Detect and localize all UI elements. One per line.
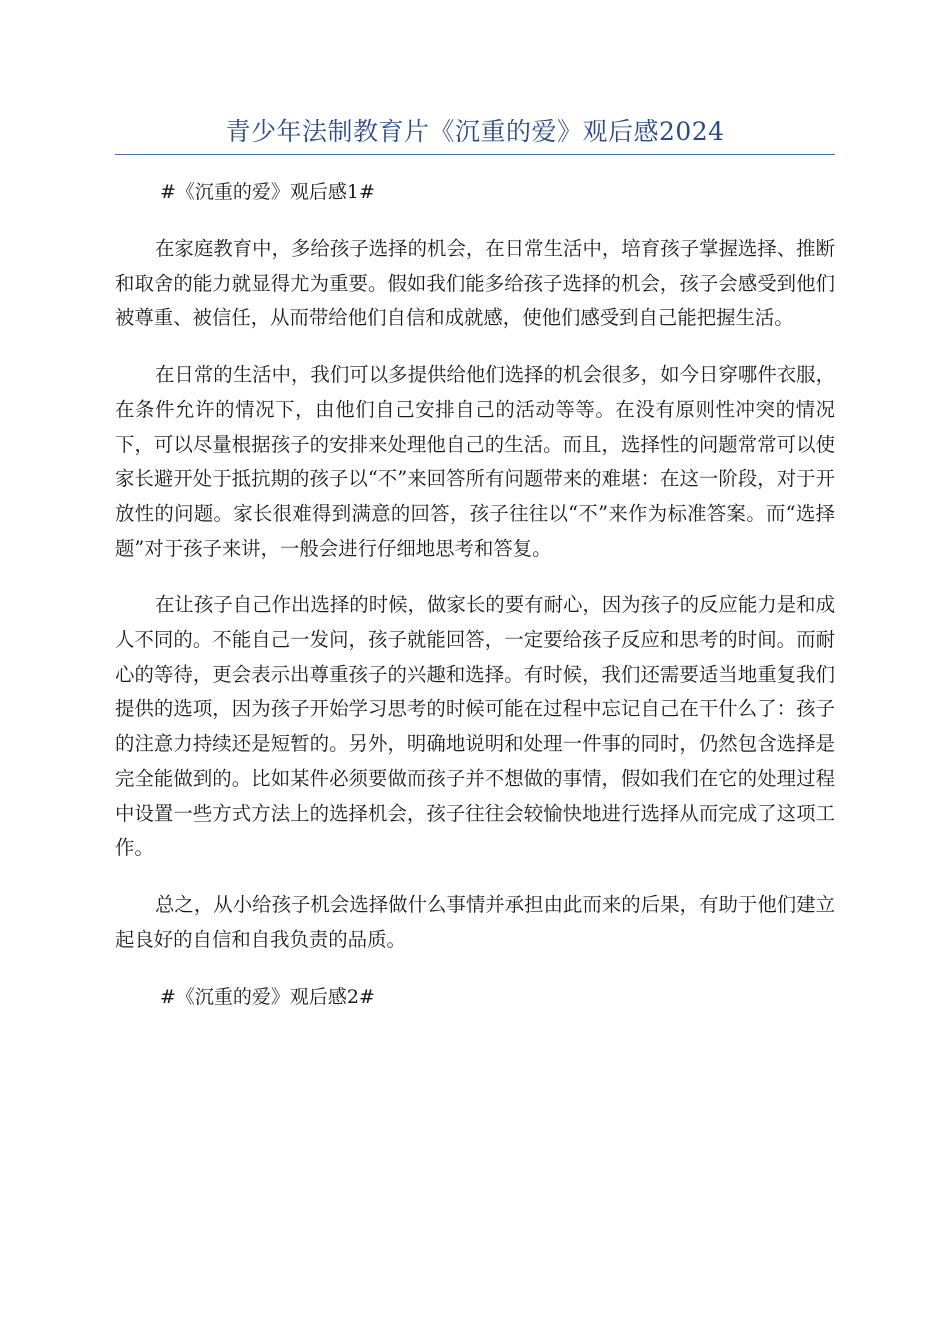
section-heading: #《沉重的爱》观后感1# (160, 181, 375, 203)
paragraph: 总之，从小给孩子机会选择做什么事情并承担由此而来的后果，有助于他们建立起良好的自信和自我负责的品质。 (115, 892, 835, 951)
paragraph: 在家庭教育中，多给孩子选择的机会，在日常生活中，培育孩子掌握选择、推断和取舍的能力就显得尤为重要。假如我们能多给孩子选择的机会，孩子会感受到他们被尊重、被信任，从而带给他们自信和成就感，使他们感受到自己能把握生活。 (115, 237, 835, 330)
document-title: 青少年法制教育片《沉重的爱》观后感2024 (225, 117, 725, 146)
document-body (115, 170, 835, 1019)
paragraph: 在让孩子自己作出选择的时候，做家长的要有耐心，因为孩子的反应能力是和成人不同的。不能自己一发问，孩子就能回答，一定要给孩子反应和思考的时间。而耐心的等待，更会表示出尊重孩子的兴趣和选择。有时候，我们还需要适当地重复我们提供的选项，因为孩子开始学习思考的时候可能在过程中忘记自己在干什么了：孩子的注意力持续还是短暂的。另外，明确地说明和处理一件事的同时，仍然包含选择是完全能做到的。比如某件必须要做而孩子并不想做的事情，假如我们在它的处理过程中设置一些方式方法上的选择机会，孩子往往会较愉快地进行选择从而完成了这项工作。 (115, 593, 835, 860)
paragraph: 在日常的生活中，我们可以多提供给他们选择的机会很多，如今日穿哪件衣服，在条件允许的情况下，由他们自己安排自己的活动等等。在没有原则性冲突的情况下，可以尽量根据孩子的安排来处理他自己的生活。而且，选择性的问题常常可以使家长避开处于抵抗期的孩子以“不”来回答所有问题带来的难堪：在这一阶段，对于开放性的问题。家长很难得到满意的回答，孩子往往以“不”来作为标准答案。而“选择题”对于孩子来讲，一般会进行仔细地思考和答复。 (115, 363, 835, 560)
section-heading: #《沉重的爱》观后感2# (160, 986, 375, 1009)
title-underline (115, 154, 835, 155)
